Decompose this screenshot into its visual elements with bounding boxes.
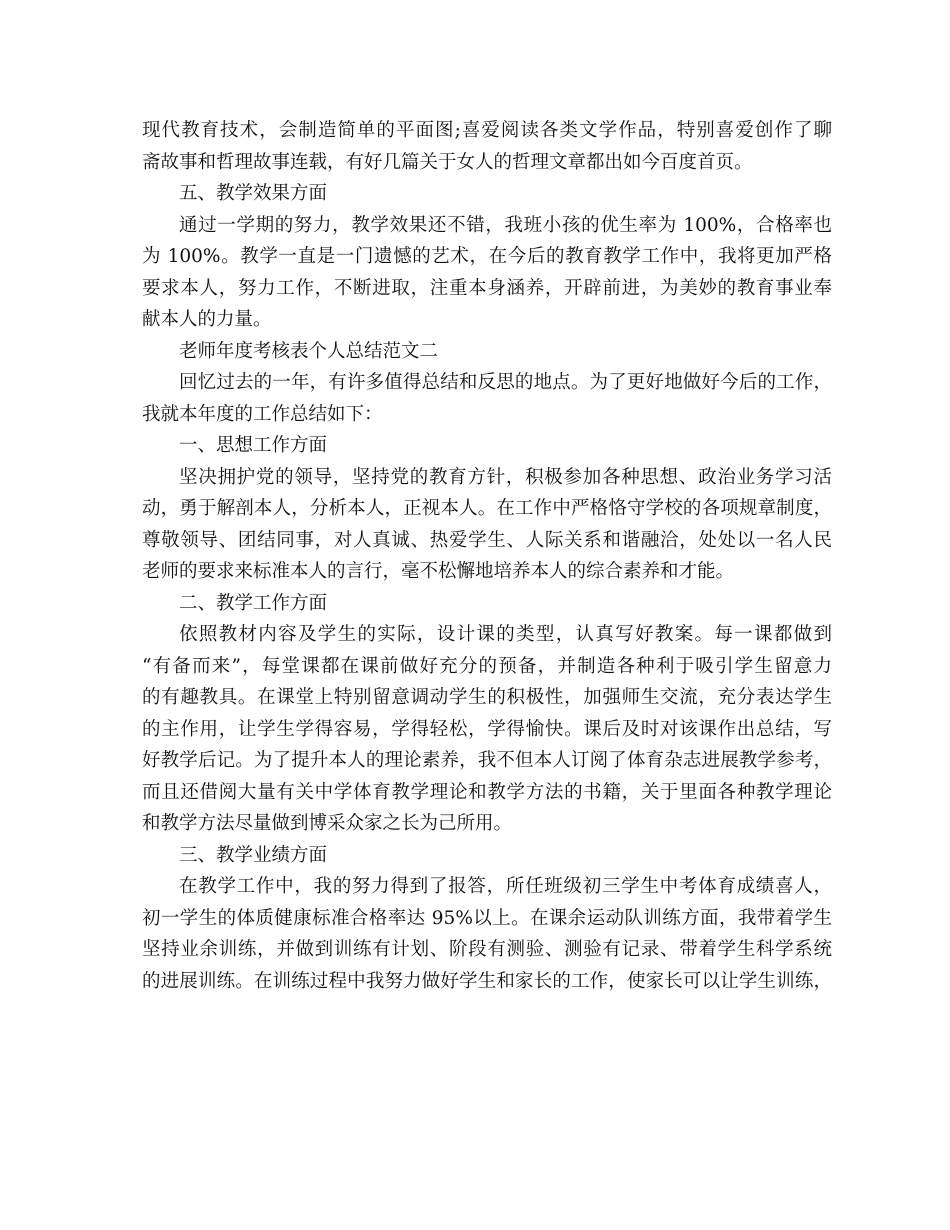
text-line: 初一学生的体质健康标准合格率达 95%以上。在课余运动队训练方面，我带着学生: [142, 907, 832, 929]
text-line: 依照教材内容及学生的实际，设计课的类型，认真写好教案。每一课都做到: [179, 624, 832, 645]
text-line: 回忆过去的一年，有许多值得总结和反思的地点。为了更好地做好今后的工作，: [179, 372, 832, 393]
text-line: 献本人的力量。: [142, 309, 272, 330]
text-line: 斋故事和哲理故事连载，有好几篇关于女人的哲理文章都出如今百度首页。: [142, 151, 753, 173]
text-line: 和教学方法尽量做到博采众家之长为己所用。: [142, 813, 513, 834]
text-line: 为 100%。教学一直是一门遗憾的艺术，在今后的教育教学工作中，我将更加严格: [142, 246, 832, 267]
text-line: 通过一学期的努力，教学效果还不错，我班小孩的优生率为 100%，合格率也: [179, 214, 832, 236]
text-line: 二、教学工作方面: [179, 592, 328, 614]
text-line: 我就本年度的工作总结如下：: [142, 403, 383, 425]
text-line: 坚持业余训练，并做到训练有计划、阶段有测验、测验有记录、带着学生科学系统: [142, 939, 832, 960]
text-line: 老师年度考核表个人总结范文二: [179, 340, 439, 362]
text-line: 老师的要求来标准本人的言行，毫不松懈地培养本人的综合素养和才能。: [142, 561, 735, 582]
text-line: 要求本人，努力工作，不断进取，注重本身涵养，开辟前进，为美妙的教育事业奉: [142, 277, 832, 299]
text-line: 尊敬领导、团结同事，对人真诚、热爱学生、人际关系和谐融洽，处处以一名人民: [142, 529, 832, 551]
text-line: 而且还借阅大量有关中学体育教学理论和教学方法的书籍，关于里面各种教学理论: [142, 781, 832, 803]
text-line: 一、思想工作方面: [179, 435, 328, 456]
text-line: 的有趣教具。在课堂上特别留意调动学生的积极性，加强师生交流，充分表达学生: [142, 687, 832, 708]
text-line: 坚决拥护党的领导，坚持党的教育方针，积极参加各种思想、政治业务学习活: [179, 466, 832, 488]
text-line: 五、教学效果方面: [179, 183, 328, 204]
text-line: 三、教学业绩方面: [179, 844, 328, 866]
text-line: 动，勇于解剖本人，分析本人，正视本人。在工作中严格恪守学校的各项规章制度，: [142, 498, 832, 519]
text-line: 现代教育技术，会制造简单的平面图;喜爱阅读各类文学作品，特别喜爱创作了聊: [142, 120, 832, 141]
document-body: [142, 115, 832, 997]
text-line: 在教学工作中，我的努力得到了报答，所任班级初三学生中考体育成绩喜人，: [179, 876, 832, 897]
text-line: 的主作用，让学生学得容易，学得轻松，学得愉快。课后及时对该课作出总结，写: [142, 718, 832, 740]
text-line: “有备而来”，每堂课都在课前做好充分的预备，并制造各种利于吸引学生留意力: [142, 655, 832, 677]
text-line: 好教学后记。为了提升本人的理论素养，我不但本人订阅了体育杂志进展教学参考，: [142, 750, 832, 771]
text-line: 的进展训练。在训练过程中我努力做好学生和家长的工作，使家长可以让学生训练，: [142, 970, 832, 992]
